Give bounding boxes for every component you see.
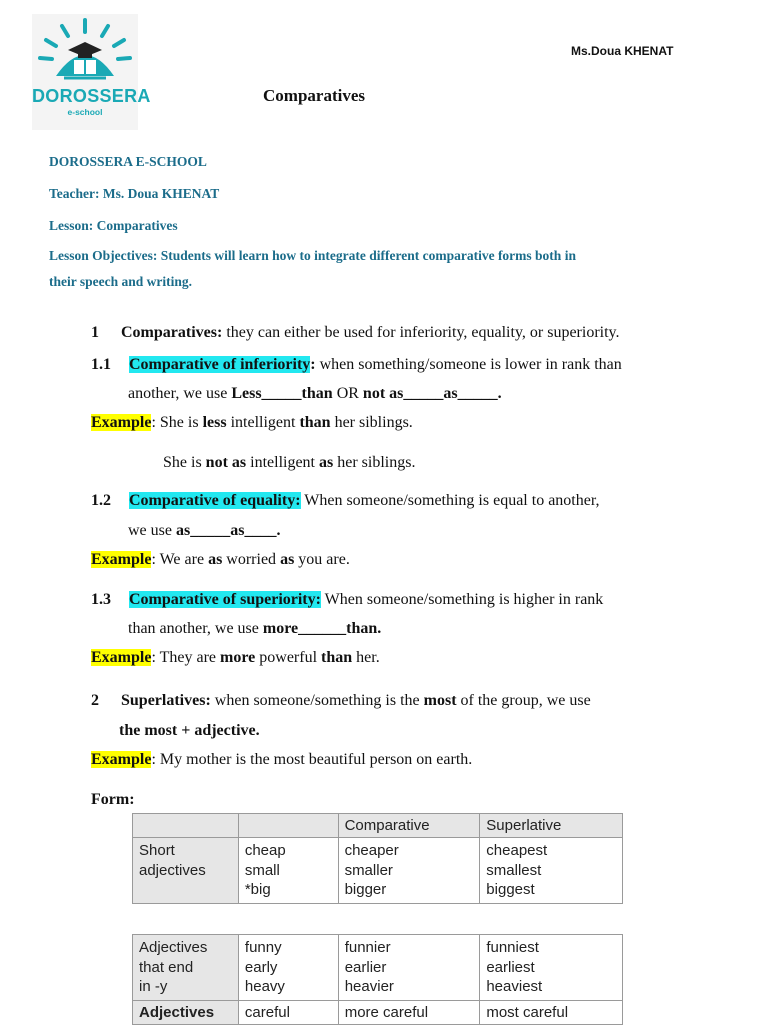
table-header-cell: [238, 814, 338, 838]
text: another, we use: [128, 385, 232, 402]
cell-line: Adjectives: [139, 939, 208, 956]
keyword: as: [208, 551, 223, 568]
table-header-cell: Superlative: [480, 814, 623, 838]
cell-line: cheap: [244, 842, 286, 859]
section-1-2-line-2: [128, 522, 280, 540]
form-pattern: more______than.: [262, 620, 382, 637]
section-number: 1: [91, 324, 99, 341]
author-name: Ms.Doua KHENAT: [571, 44, 674, 58]
section-2-line-2: [119, 722, 260, 740]
text: intelligent: [226, 414, 300, 431]
table-cell: careful: [238, 1000, 338, 1024]
row-heading: Adjectives: [133, 1000, 239, 1024]
colon: :: [310, 356, 316, 373]
section-text: When someone/something is higher in rank: [320, 591, 604, 608]
text: we use: [128, 522, 176, 539]
cell-line: in -y: [139, 978, 168, 995]
forms-table-y: [132, 934, 623, 1025]
table-cell: more careful: [338, 1000, 480, 1024]
section-text: they can either be used for inferiority, equality, or superiority.: [222, 324, 620, 341]
section-heading: Comparative of equality:: [129, 492, 301, 509]
objectives-line-2: their speech and writing.: [49, 274, 193, 289]
form-pattern: Less_____than: [231, 385, 333, 402]
form-pattern: the most + adjective.: [119, 722, 260, 739]
form-pattern: as_____as____.: [175, 522, 281, 539]
cell-line: earlier: [344, 958, 387, 976]
school-logo: [32, 14, 151, 130]
cell-line: heaviest: [486, 978, 543, 995]
lesson-line: Lesson: Comparatives: [49, 218, 178, 233]
section-1-1: [91, 356, 622, 374]
cell-line: heavier: [344, 978, 394, 995]
example-label: Example: [91, 649, 152, 666]
logo-name: DOROSSERA: [32, 86, 151, 106]
row-heading: [133, 838, 239, 904]
keyword: more: [220, 649, 256, 666]
section-heading: Comparative of superiority:: [129, 591, 321, 608]
table-row: [133, 838, 623, 904]
cell-line: Short: [139, 842, 175, 859]
section-1-1-line-2: [128, 385, 502, 403]
cell-line: cheapest: [486, 842, 548, 859]
text: when someone/something is the: [210, 692, 424, 709]
text: her siblings.: [330, 414, 413, 431]
section-number: 1.2: [91, 492, 111, 509]
keyword: as: [280, 551, 295, 568]
text: worried: [222, 551, 281, 568]
table-cell: most careful: [480, 1000, 623, 1024]
cell-line: smallest: [486, 861, 542, 879]
text: her.: [352, 649, 380, 666]
keyword: less: [202, 414, 227, 431]
text: her siblings.: [333, 454, 416, 471]
table-cell: [480, 838, 623, 904]
text: powerful: [255, 649, 322, 666]
table-row: [133, 935, 623, 1001]
example-3: [91, 649, 380, 667]
cell-line: biggest: [486, 881, 535, 898]
example-label: Example: [91, 551, 152, 568]
logo-subtitle: e-school: [67, 107, 103, 117]
table-header-cell: Comparative: [338, 814, 480, 838]
cell-line: heavy: [244, 978, 285, 995]
keyword: as: [319, 454, 334, 471]
section-heading: Comparatives:: [121, 324, 223, 341]
forms-table-short: [132, 813, 623, 904]
page-title: Comparatives: [263, 86, 365, 105]
section-number: 1.1: [91, 356, 111, 373]
cell-line: adjectives: [139, 861, 206, 879]
table-header-row: [133, 814, 623, 838]
text: than another, we use: [128, 620, 263, 637]
table-cell: [480, 935, 623, 1001]
form-pattern: not as_____as_____.: [362, 385, 502, 402]
section-text: When someone/something is equal to another,: [300, 492, 600, 509]
cell-line: funnier: [344, 939, 391, 956]
graduation-sun-icon: [32, 14, 138, 86]
text: Form:: [91, 791, 135, 808]
table-row: [133, 1000, 623, 1024]
cell-line: funniest: [486, 939, 539, 956]
text: intelligent: [246, 454, 319, 471]
text: : We are: [151, 551, 209, 568]
table-cell: [338, 838, 480, 904]
example-label: Example: [91, 414, 152, 431]
form-label: [91, 791, 135, 809]
keyword: than: [299, 414, 331, 431]
example-4: [91, 751, 472, 769]
section-number: 2: [91, 692, 99, 709]
cell-line: small: [244, 861, 280, 879]
cell-line: early: [244, 958, 278, 976]
keyword: not as: [205, 454, 247, 471]
cell-line: that end: [139, 958, 194, 976]
text: : My mother is the most beautiful person on earth.: [151, 751, 473, 768]
example-1: [91, 414, 413, 432]
example-2: [91, 551, 350, 569]
section-number: 1.3: [91, 591, 111, 608]
section-1-2: [91, 492, 600, 510]
section-heading: Superlatives:: [121, 692, 211, 709]
section-1: [91, 324, 620, 342]
text: you are.: [294, 551, 350, 568]
table-cell: [338, 935, 480, 1001]
text: : They are: [151, 649, 221, 666]
keyword: than: [321, 649, 353, 666]
section-1-3: [91, 591, 603, 609]
table-cell: [238, 935, 338, 1001]
section-1-3-line-2: [128, 620, 381, 638]
text: She is: [163, 454, 206, 471]
text: : She is: [151, 414, 203, 431]
cell-line: cheaper: [344, 842, 399, 859]
text: OR: [332, 385, 363, 402]
cell-line: earliest: [486, 958, 535, 976]
cell-line: bigger: [344, 881, 387, 898]
section-heading: Comparative of inferiority: [129, 356, 311, 373]
text: of the group, we use: [456, 692, 591, 709]
example-label: Example: [91, 751, 152, 768]
cell-line: funny: [244, 939, 282, 956]
table-cell: [238, 838, 338, 904]
school-name: DOROSSERA E-SCHOOL: [49, 154, 207, 169]
section-2: [91, 692, 591, 710]
section-text: when something/someone is lower in rank than: [315, 356, 622, 373]
teacher-line: Teacher: Ms. Doua KHENAT: [49, 186, 220, 201]
table-header-cell: [133, 814, 239, 838]
objectives-line-1: Lesson Objectives: Students will learn how to integrate different comparative forms both in: [49, 248, 576, 263]
keyword: most: [423, 692, 457, 709]
row-heading: [133, 935, 239, 1001]
cell-line: smaller: [344, 861, 393, 879]
cell-line: *big: [244, 881, 271, 898]
example-1-b: [163, 454, 415, 472]
